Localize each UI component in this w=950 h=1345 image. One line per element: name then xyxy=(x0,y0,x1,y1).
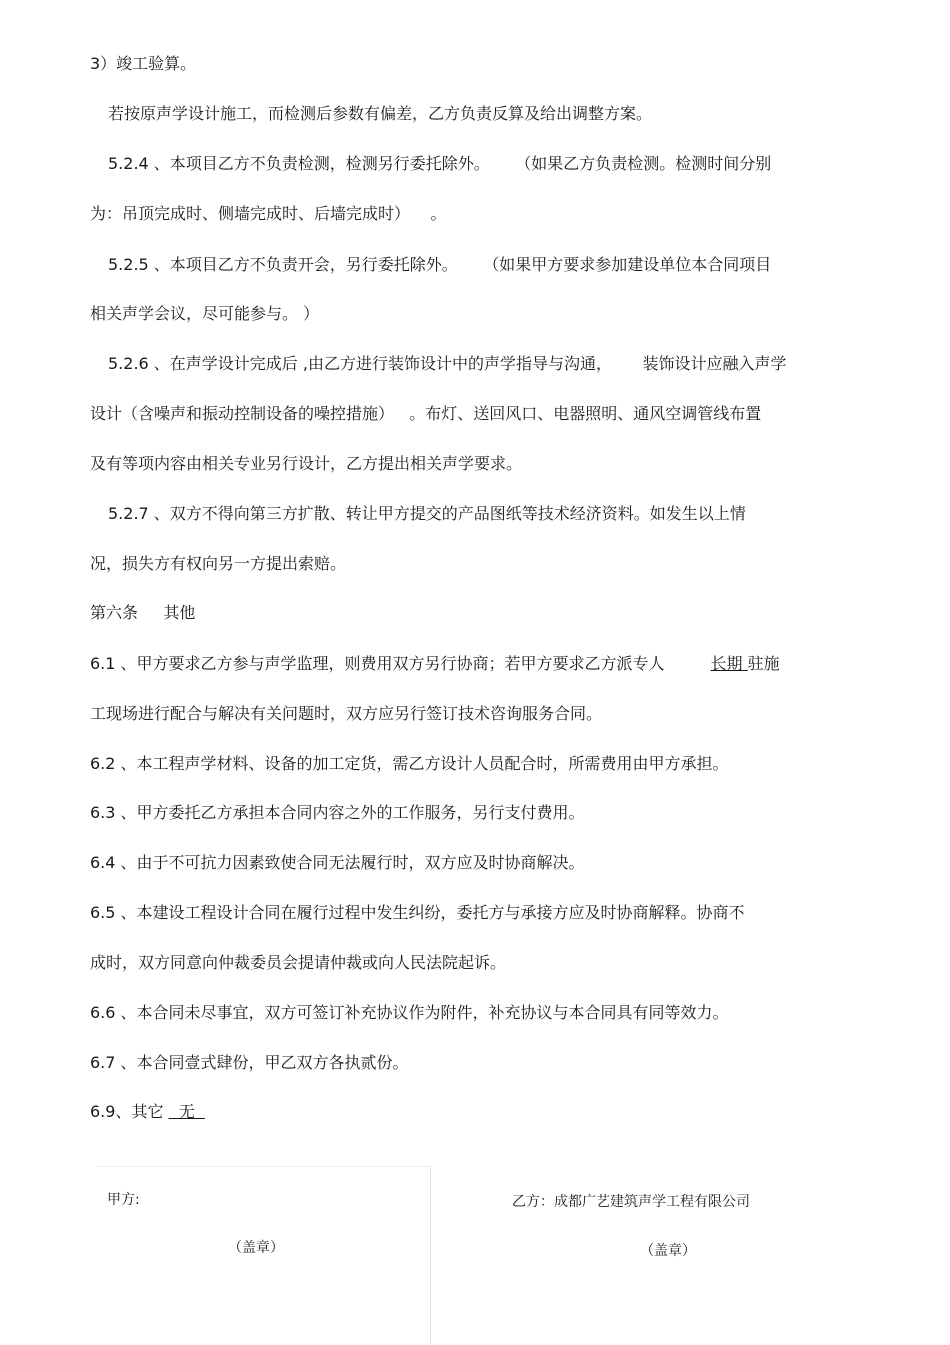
clause-6-9-fill: 无 xyxy=(168,1102,205,1121)
signature-column-divider xyxy=(430,1166,431,1345)
clause-6-4: 6.4 、由于不可抗力因素致使合同无法履行时，双方应及时协商解决。 xyxy=(90,853,585,872)
party-b-label: 乙方：成都广艺建筑声学工程有限公司 xyxy=(512,1194,750,1210)
clause-5-2-6-cont: 设计（含噪声和振动控制设备的噪控措施） 。布灯、送回风口、电器照明、通风空调管线布置 xyxy=(90,404,762,423)
article-6-heading: 第六条 其他 xyxy=(90,603,196,622)
clause-5-2-7: 5.2.7 、双方不得向第三方扩散、转让甲方提交的产品图纸等技术经济资料。如发生以上情 xyxy=(108,504,746,523)
party-a-seal: （盖章） xyxy=(228,1240,284,1256)
clause-6-2: 6.2 、本工程声学材料、设备的加工定货，需乙方设计人员配合时，所需费用由甲方承担。 xyxy=(90,754,729,773)
clause-6-7: 6.7 、本合同壹式肆份，甲乙双方各执贰份。 xyxy=(90,1053,409,1072)
clause-6-5-cont: 成时，双方同意向仲裁委员会提请仲裁或向人民法院起诉。 xyxy=(90,953,507,972)
clause-deviation-adjust: 若按原声学设计施工，而检测后参数有偏差，乙方负责反算及给出调整方案。 xyxy=(108,104,653,123)
party-b-seal: （盖章） xyxy=(640,1243,696,1259)
clause-5-2-5-cont: 相关声学会议，尽可能参与。 ） xyxy=(90,304,320,323)
clause-6-1 xyxy=(90,654,780,674)
clause-6-5: 6.5 、本建设工程设计合同在履行过程中发生纠纷，委托方与承接方应及时协商解释。协商不 xyxy=(90,903,745,922)
clause-3-final-calc: 3）竣工验算。 xyxy=(90,54,197,73)
clause-5-2-6: 5.2.6 、在声学设计完成后 ,由乙方进行装饰设计中的声学指导与沟通， 装饰设计应融入声学 xyxy=(108,354,787,373)
clause-6-9 xyxy=(90,1102,205,1122)
clause-5-2-4: 5.2.4 、本项目乙方不负责检测，检测另行委托除外。 （如果乙方负责检测。检测时间分别 xyxy=(108,154,772,173)
clause-5-2-5: 5.2.5 、本项目乙方不负责开会，另行委托除外。 （如果甲方要求参加建设单位本合同项目 xyxy=(108,255,772,274)
party-a-label: 甲方: xyxy=(107,1192,140,1208)
clause-6-1-text: 6.1 、甲方要求乙方参与声学监理，则费用双方另行协商；若甲方要求乙方派专人 xyxy=(90,654,665,673)
signature-top-divider xyxy=(96,1166,430,1167)
clause-5-2-7-cont: 况，损失方有权向另一方提出索赔。 xyxy=(90,554,347,573)
clause-6-3: 6.3 、甲方委托乙方承担本合同内容之外的工作服务，另行支付费用。 xyxy=(90,803,585,822)
clause-6-9-text: 6.9、其它 xyxy=(90,1102,169,1121)
clause-6-1-cont: 工现场进行配合与解决有关问题时，双方应另行签订技术咨询服务合同。 xyxy=(90,704,603,723)
clause-5-2-6-end: 及有等项内容由相关专业另行设计，乙方提出相关声学要求。 xyxy=(90,454,523,473)
clause-6-6: 6.6 、本合同未尽事宜，双方可签订补充协议作为附件，补充协议与本合同具有同等效力。 xyxy=(90,1003,729,1022)
clause-6-1-fill: 长期 xyxy=(710,654,748,673)
clause-5-2-4-cont: 为：吊顶完成时、侧墙完成时、后墙完成时） 。 xyxy=(90,204,447,223)
clause-6-1-tail: 驻施 xyxy=(747,654,780,673)
